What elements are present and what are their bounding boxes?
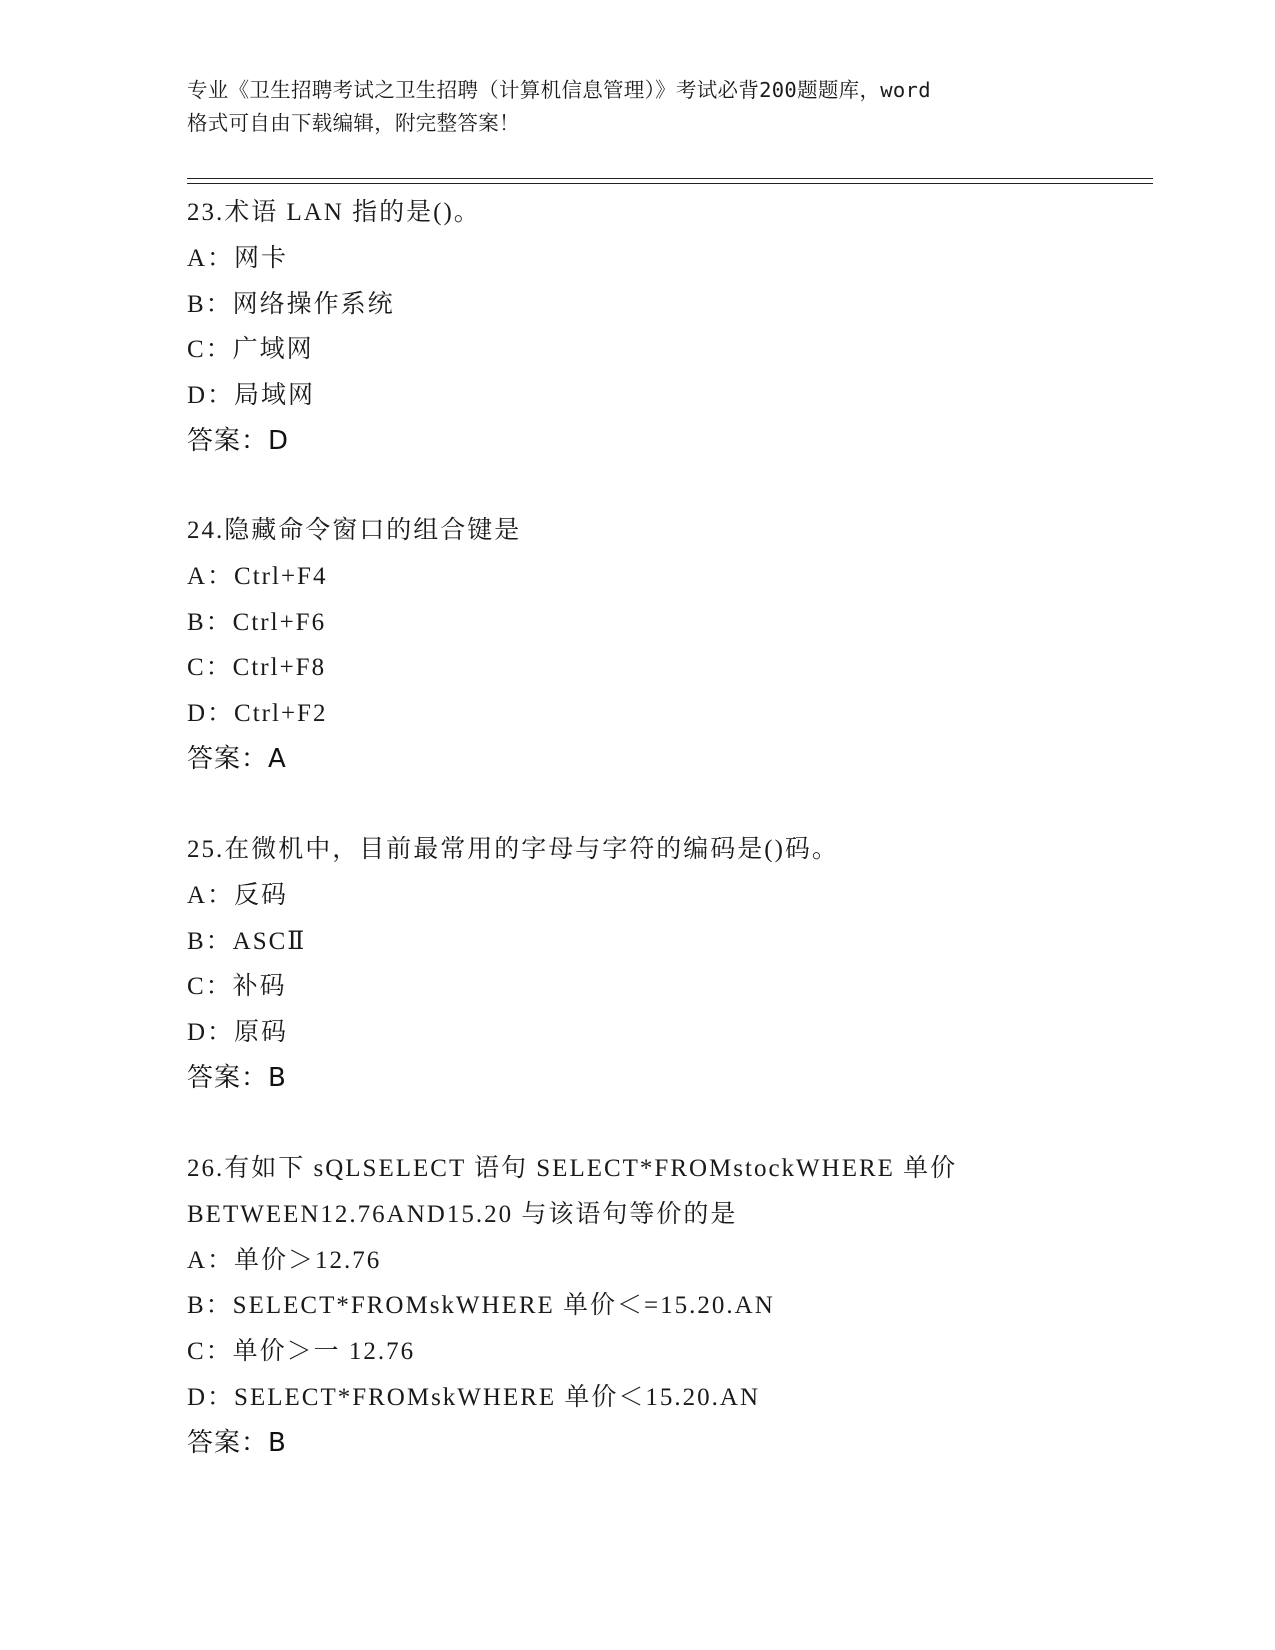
option-c: C：补码 (187, 973, 287, 1001)
question-block (187, 190, 1137, 465)
option-d: D：Ctrl+F2 (187, 700, 328, 728)
answer-label: 答案：A (187, 743, 287, 774)
option-d: D：原码 (187, 1019, 289, 1047)
answer-label: 答案：B (187, 1427, 287, 1458)
option-b: B：SELECT*FROMskWHERE 单价＜=15.20.AN (187, 1292, 775, 1320)
option-a: A：反码 (187, 881, 289, 909)
document-header (187, 74, 1087, 140)
option-a: A：Ctrl+F4 (187, 562, 328, 590)
header-line-2: 格式可自由下载编辑，附完整答案！ (187, 111, 520, 135)
question-text: 26.有如下 sQLSELECT 语句 SELECT*FROMstockWHERE 单价 (187, 1155, 958, 1182)
question-text-continued: BETWEEN12.76AND15.20 与该语句等价的是 (187, 1200, 738, 1228)
option-b: B：ASCⅡ (187, 927, 307, 955)
option-d: D：SELECT*FROMskWHERE 单价＜15.20.AN (187, 1383, 761, 1411)
option-a: A：网卡 (187, 244, 289, 272)
option-b: B：网络操作系统 (187, 290, 395, 318)
question-block (187, 508, 1137, 783)
question-text: 23.术语 LAN 指的是()。 (187, 199, 481, 226)
option-c: C：广域网 (187, 336, 314, 364)
question-block (187, 1146, 1137, 1467)
option-c: C：单价＞一 12.76 (187, 1338, 416, 1366)
header-line-1: 专业《卫生招聘考试之卫生招聘（计算机信息管理）》考试必背200题题库，word (187, 78, 931, 102)
option-b: B：Ctrl+F6 (187, 608, 327, 636)
option-a: A：单价＞12.76 (187, 1246, 382, 1274)
header-rule-top (187, 178, 1153, 179)
question-block (187, 827, 1137, 1102)
option-d: D：局域网 (187, 382, 316, 410)
header-rule-bottom (187, 183, 1153, 184)
question-text: 24.隐藏命令窗口的组合键是 (187, 517, 522, 544)
answer-label: 答案：D (187, 425, 290, 456)
answer-label: 答案：B (187, 1062, 287, 1093)
option-c: C：Ctrl+F8 (187, 654, 327, 682)
question-text: 25.在微机中，目前最常用的字母与字符的编码是()码。 (187, 836, 839, 863)
